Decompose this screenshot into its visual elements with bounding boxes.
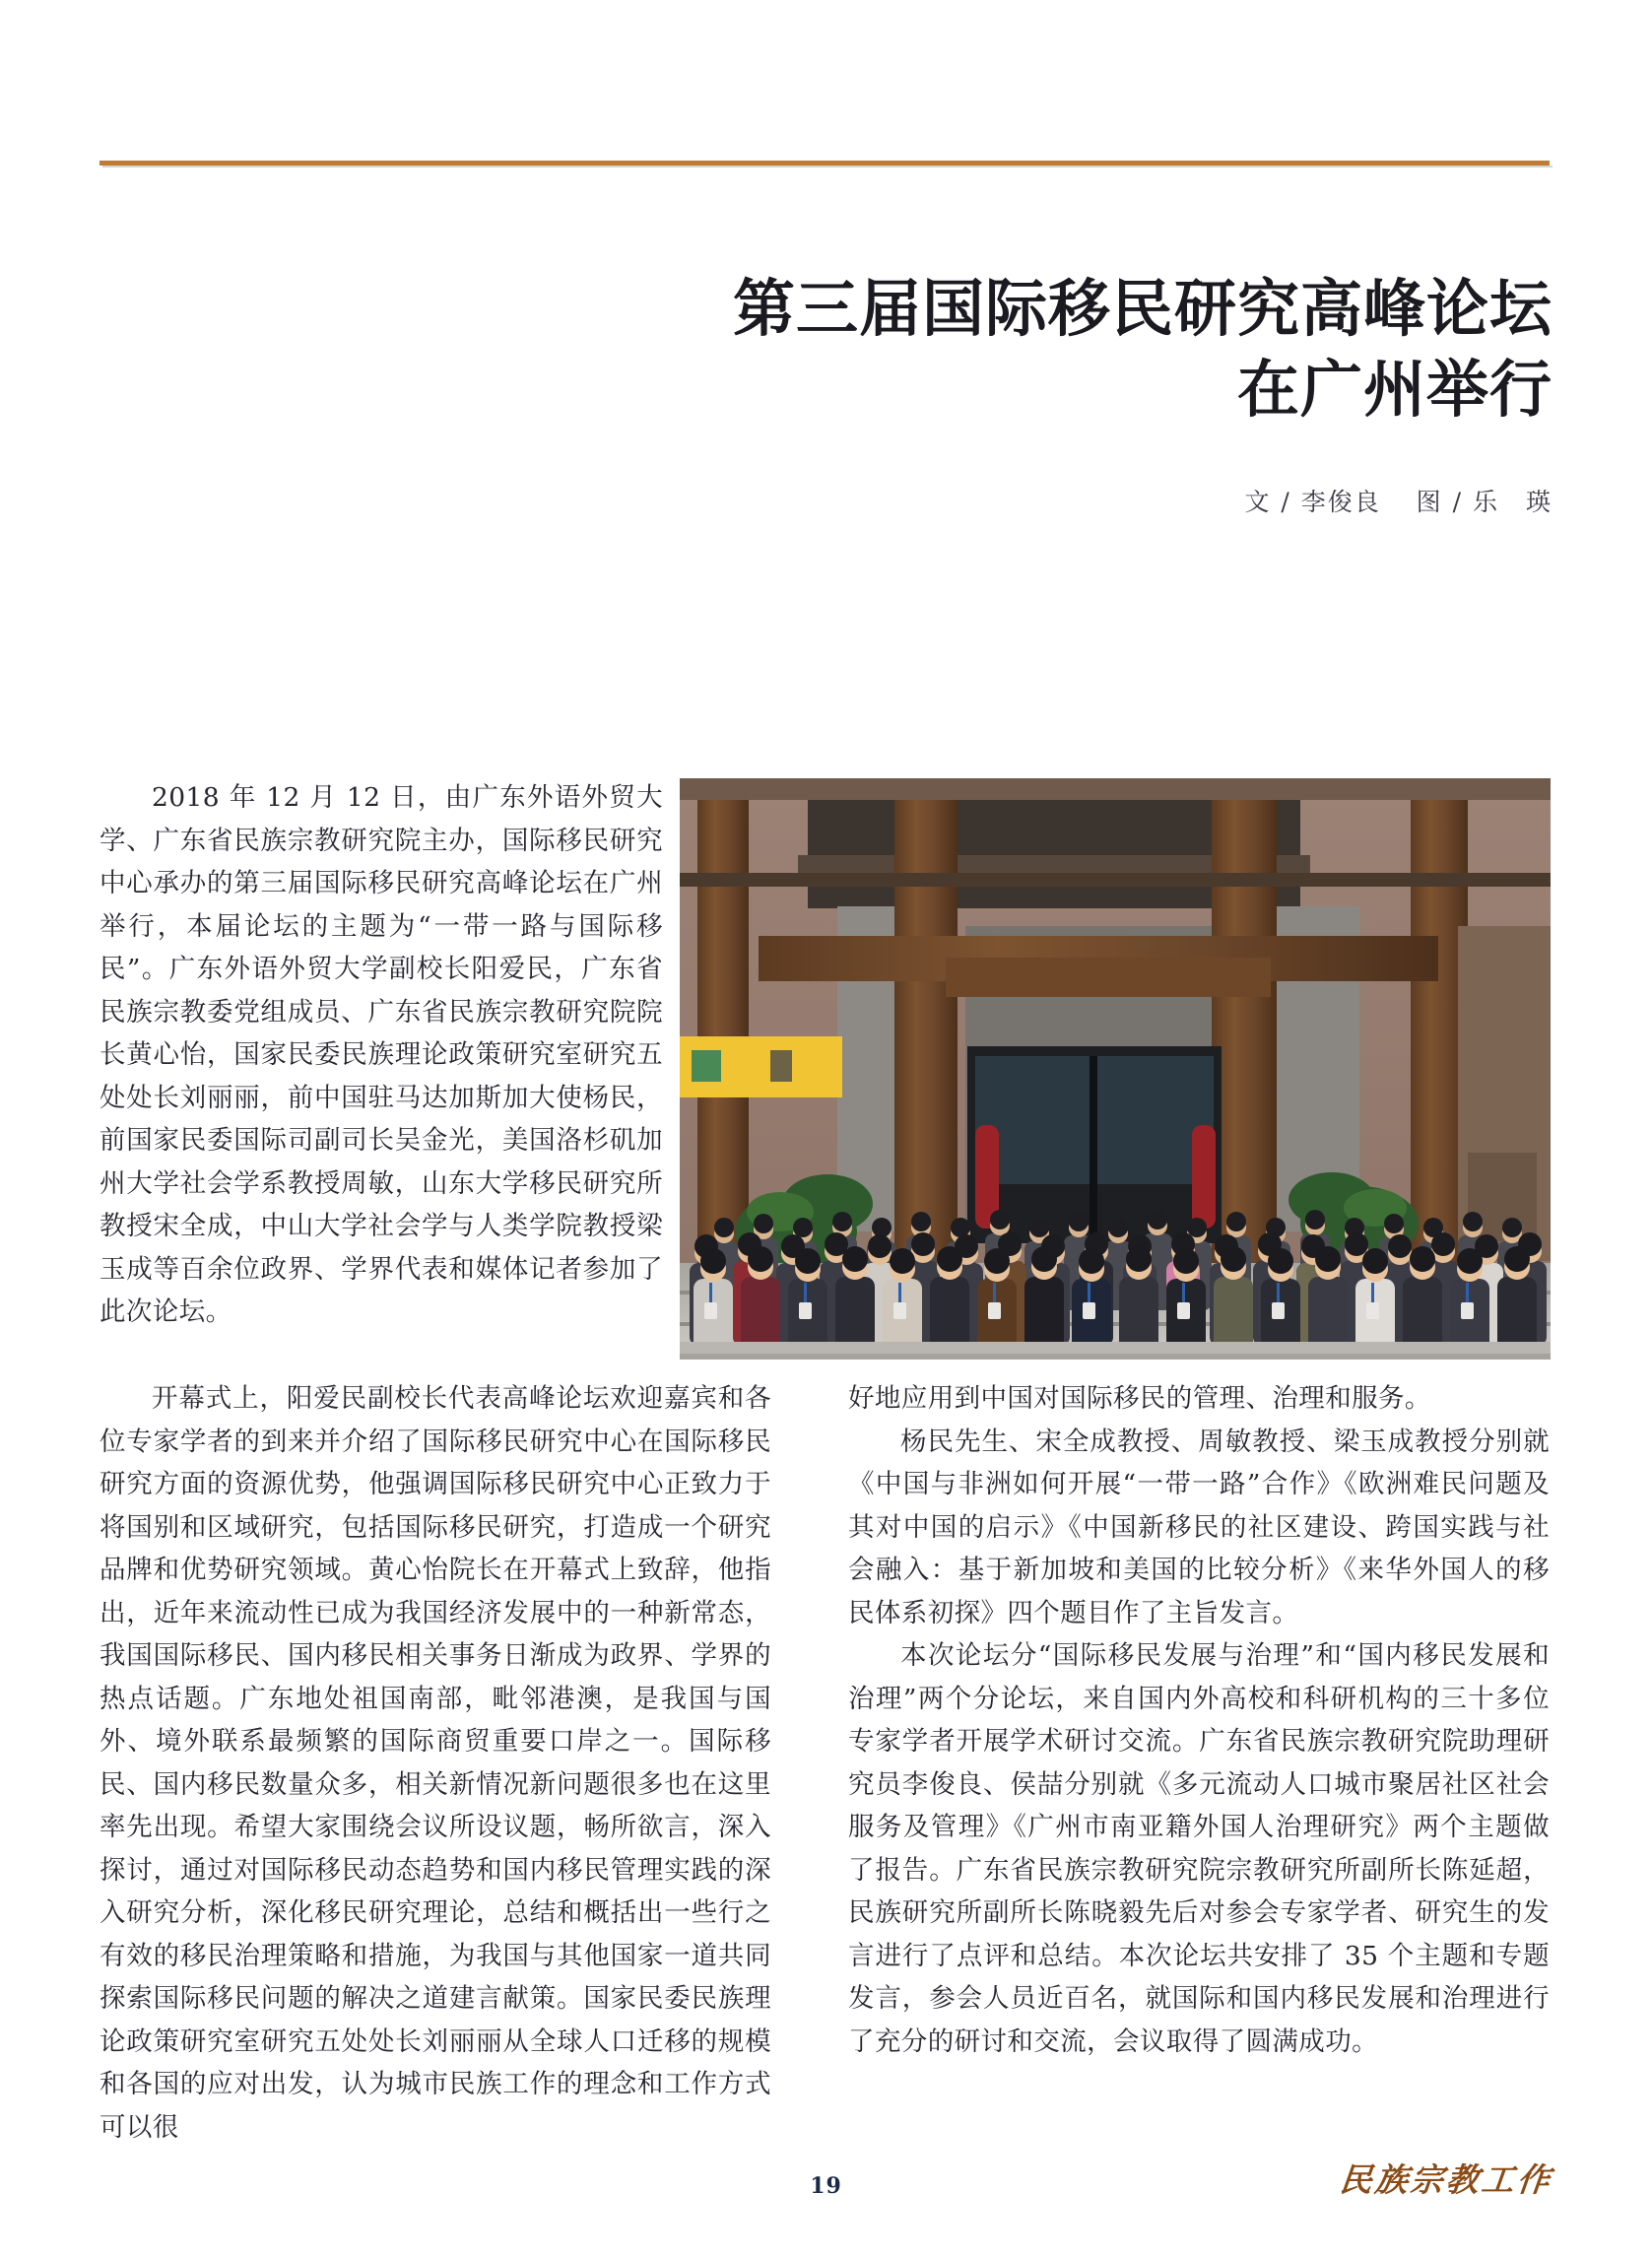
paragraph: 2018 年 12 月 12 日，由广东外语外贸大学、广东省民族宗教研究院主办，国际移民研究中心承办的第三届国际移民研究高峰论坛在广州举行，本届论坛的主题为“一带一路与国际移民”。广东外语外贸大学副校长阳爱民，广东省民族宗教委党组成员、广东省民族宗教研究院院长黄心怡，国家民委民族理论政策研究室研究五处处长刘丽丽，前中国驻马达加斯加大使杨民，前国家民委国际司副司长吴金光，美国洛杉矶加州大学社会学系教授周敏，山东大学移民研究所教授宋全成，中山大学社会学与人类学院教授梁玉成等百余位政界、学界代表和媒体记者参加了此次论坛。 (99, 782, 663, 1327)
paragraph: 杨民先生、宋全成教授、周敏教授、梁玉成教授分别就《中国与非洲如何开展“一带一路”合作》《欧洲难民问题及其对中国的启示》《中国新移民的社区建设、跨国实践与社会融入：基于新加坡和美国的比较分析》《来华外国人的移民体系初探》四个题目作了主旨发言。 (848, 1426, 1550, 1628)
body-column-right (848, 1377, 1550, 2063)
publication-logo: 民族宗教工作 (1338, 2160, 1555, 2199)
byline-photographer: 图 / 乐 瑛 (1416, 488, 1553, 516)
paragraph: 本次论坛分“国际移民发展与治理”和“国内移民发展和治理”两个分论坛，来自国内外高校和科研机构的三十多位专家学者开展学术研讨交流。广东省民族宗教研究院助理研究员李俊良、侯喆分别就《多元流动人口城市聚居社区社会服务及管理》《广州市南亚籍外国人治理研究》两个主题做了报告。广东省民族宗教研究院宗教研究所副所长陈延超，民族研究所副所长陈晓毅先后对参会专家学者、研究生的发言进行了点评和总结。本次论坛共安排了 35 个主题和专题发言，参会人员近百名，就国际和国内移民发展和治理进行了充分的研讨和交流，会议取得了圆满成功。 (848, 1640, 1550, 2057)
article-photo (680, 778, 1551, 1360)
page-title-line-1: 第三届国际移民研究高峰论坛 (733, 272, 1553, 345)
body-column-left-bottom (99, 1377, 771, 2149)
paragraph: 好地应用到中国对国际移民的管理、治理和服务。 (848, 1383, 1431, 1414)
page-title-line-2: 在广州举行 (1237, 353, 1553, 426)
paragraph: 开幕式上，阳爱民副校长代表高峰论坛欢迎嘉宾和各位专家学者的到来并介绍了国际移民研究中心在国际移民研究方面的资源优势，他强调国际移民研究中心正致力于将国别和区域研究，包括国际移民研究，打造成一个研究品牌和优势研究领域。黄心怡院长在开幕式上致辞，他指出，近年来流动性已成为我国经济发展中的一种新常态，我国国际移民、国内移民相关事务日渐成为政界、学界的热点话题。广东地处祖国南部，毗邻港澳，是我国与国外、境外联系最频繁的国际商贸重要口岸之一。国际移民、国内移民数量众多，相关新情况新问题很多也在这里率先出现。希望大家围绕会议所设议题，畅所欲言，深入探讨，通过对国际移民动态趋势和国内移民管理实践的深入研究分析，深化移民研究理论，总结和概括出一些行之有效的移民治理策略和措施，为我国与其他国家一道共同探索国际移民问题的解决之道建言献策。国家民委民族理论政策研究室研究五处处长刘丽丽从全球人口迁移的规模和各国的应对出发，认为城市民族工作的理念和工作方式可以很 (99, 1383, 771, 2143)
page-number: 19 (810, 2173, 842, 2199)
body-column-left-top (99, 776, 663, 1334)
page-title (374, 268, 1553, 430)
byline-author: 文 / 李俊良 (1244, 488, 1381, 516)
article-photo-illustration (680, 778, 1551, 1360)
header-rule-shadow (102, 166, 1553, 167)
byline (374, 486, 1553, 519)
